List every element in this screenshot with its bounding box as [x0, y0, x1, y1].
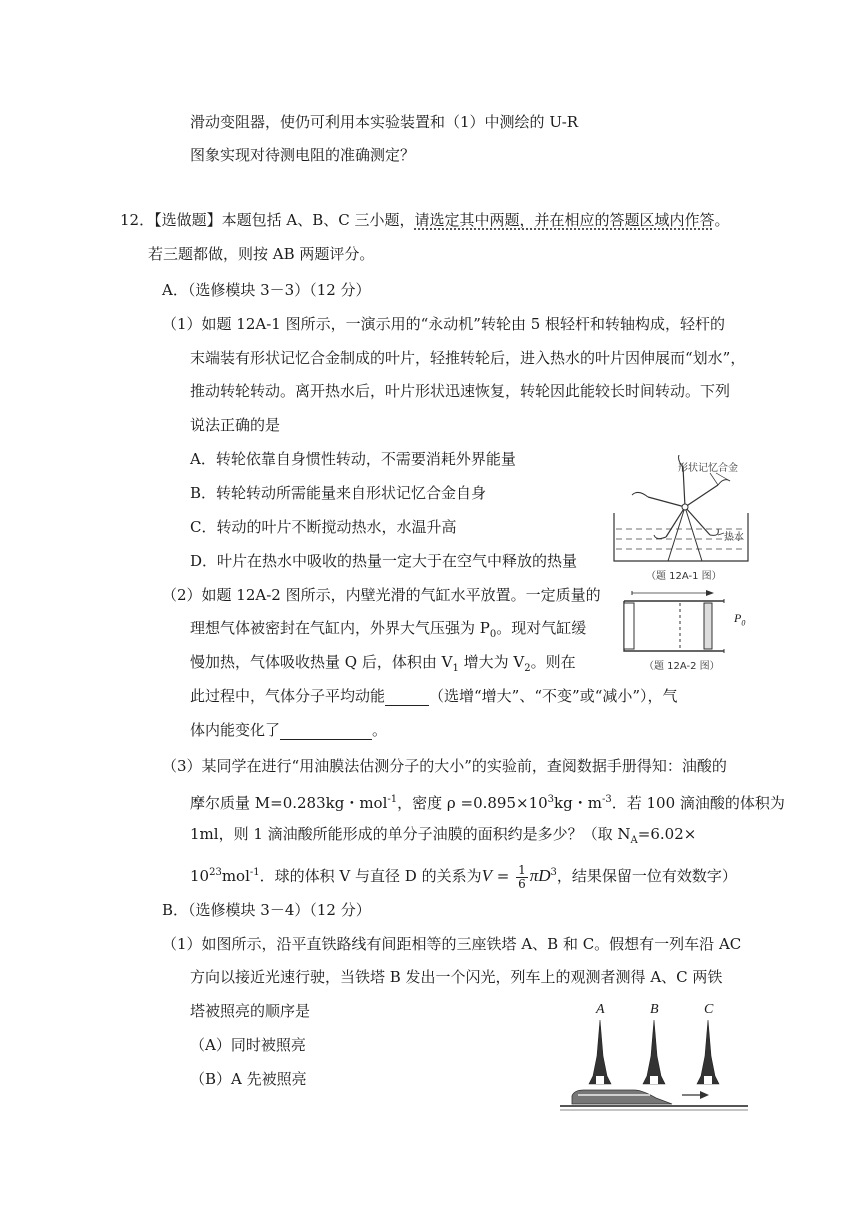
- answer-blank-internal-energy[interactable]: [280, 723, 372, 740]
- formula-numerator: 1: [518, 862, 526, 877]
- a3-l4-text: 10: [190, 867, 210, 885]
- a3-l4-text-c: ．球的体积 V 与直径 D 的关系为: [259, 867, 482, 885]
- question-text: 本题包括 A、B、C 三小题，: [221, 211, 415, 229]
- a3-l3-text-b: =6.02×: [637, 825, 697, 843]
- a2-line-1: （2）如题 12A-2 图所示，内壁光滑的气缸水平放置。一定质量的: [162, 586, 601, 604]
- a3-l4-sup1: 23: [209, 867, 222, 878]
- question-12-line-2: 若三题都做，则按 AB 两题评分。: [148, 245, 375, 263]
- a2-l3-text-b: 增大为 V: [458, 653, 525, 671]
- a3-l2-sup1: -1: [387, 794, 398, 805]
- figure-12a-2-caption: （题 12A-2 图）: [644, 661, 720, 672]
- figure-towers-train: [560, 998, 750, 1123]
- pressure-label-sub: 0: [741, 618, 746, 628]
- a2-l4-text-b: （选增“增大”、“不变”或“减小”），气: [429, 687, 678, 705]
- formula-eq: =: [491, 867, 515, 885]
- formula-denominator: 6: [518, 876, 526, 891]
- b1-line-3: 塔被照亮的顺序是: [190, 1002, 311, 1020]
- a2-l3-text: 慢加热，气体吸收热量 Q 后，体积由 V: [190, 653, 453, 671]
- hot-water-label: 热水: [724, 532, 744, 543]
- a3-l2-text-b: ，密度 ρ =0.895×10: [397, 794, 548, 812]
- formula-fraction: [516, 864, 528, 891]
- a3-l2-sup3: -3: [601, 794, 612, 805]
- a3-line-1: （3）某同学在进行“用油膜法估测分子的大小”的实验前，查阅数据手册得知：油酸的: [162, 757, 727, 775]
- a1-option-a: A．转轮依靠自身惯性转动，不需要消耗外界能量: [190, 450, 516, 468]
- pressure-label-main: P: [734, 611, 742, 625]
- a2-l5-text-b: 。: [372, 721, 388, 739]
- a1-option-d: D．叶片在热水中吸收的热量一定大于在空气中释放的热量: [190, 552, 578, 570]
- a2-line-2: [190, 618, 586, 645]
- figure-12a-2: [620, 587, 760, 673]
- formula-exponent: 3: [550, 867, 557, 878]
- a3-l3-sub: A: [630, 835, 638, 846]
- a3-l4-sup2: -1: [249, 867, 260, 878]
- a2-l2-text: 理想气体被密封在气缸内，外界大气压强为 P: [190, 619, 490, 637]
- a2-line-3: [190, 652, 576, 679]
- a3-l4-text-b: mol: [221, 867, 250, 885]
- a1-line-1: （1）如题 12A-1 图所示，一演示用的“永动机”转轮由 5 根轻杆和转轴构成，轻杆的: [162, 315, 726, 333]
- a2-l3-sub1: 1: [452, 663, 459, 674]
- a2-line-5: [190, 720, 387, 740]
- formula-v: V: [481, 866, 492, 885]
- a2-l3-sub2: 2: [524, 663, 531, 674]
- a3-l2-text-d: ．若 100 滴油酸的体积为: [611, 794, 785, 812]
- a3-l4-text-d: ，结果保留一位有效数字）: [556, 867, 737, 885]
- tower-label-a: A: [596, 1002, 605, 1017]
- a1-line-2: 末端装有形状记忆合金制成的叶片，轻推转轮后，进入热水的叶片因伸展而“划水”，: [190, 349, 746, 367]
- question-tag: 【选做题】: [154, 211, 222, 229]
- a3-line-3: [190, 824, 696, 851]
- a2-l3-text-c: 。则在: [530, 653, 576, 671]
- a2-l2-sub: 0: [489, 629, 497, 640]
- a3-l2-sup2: 3: [547, 794, 555, 805]
- pressure-label: [734, 611, 745, 627]
- a3-l3-text: 1ml，则 1 滴油酸所能形成的单分子油膜的面积约是多少？（取 N: [190, 825, 631, 843]
- a2-l5-text: 体内能变化了: [190, 721, 281, 739]
- intro-line-1: 滑动变阻器，使仍可利用本实验装置和（1）中测绘的 U-R: [190, 113, 579, 131]
- a2-l2-text-b: 。现对气缸缓: [496, 619, 587, 637]
- b1-option-b: （B）A 先被照亮: [190, 1070, 307, 1088]
- volume-formula: [481, 862, 557, 891]
- section-a-title: A．（选修模块 3－3）（12 分）: [162, 281, 371, 299]
- a1-option-c: C．转动的叶片不断搅动热水，水温升高: [190, 518, 457, 536]
- formula-pi-d: πD: [529, 866, 551, 885]
- tower-label-c: C: [704, 1002, 714, 1017]
- tower-label-b: B: [650, 1002, 659, 1017]
- b1-line-2: 方向以接近光速行驶，当铁塔 B 发出一个闪光，列车上的观测者测得 A、C 两铁: [190, 968, 723, 986]
- question-emphasis: 请选定其中两题，并在相应的答题区域内作答: [414, 211, 715, 229]
- a3-l2-text-c: kg・m: [554, 794, 602, 812]
- intro-line-2: 图象实现对待测电阻的准确测定？: [190, 146, 416, 164]
- a3-line-2: [190, 790, 785, 813]
- question-12-line-1: [120, 210, 730, 230]
- section-b-title: B．（选修模块 3－4）（12 分）: [162, 901, 371, 919]
- a3-line-4: [190, 859, 737, 891]
- a2-l4-text: 此过程中，气体分子平均动能: [190, 687, 386, 705]
- a1-line-3: 推动转轮转动。离开热水后，叶片形状迅速恢复，转轮因此能较长时间转动。下列: [190, 382, 731, 400]
- b1-option-a: （A）同时被照亮: [190, 1036, 306, 1054]
- figure-12a-1-caption: （题 12A-1 图）: [646, 571, 722, 582]
- a3-l2-text: 摩尔质量 M=0.283kg・mol: [190, 794, 388, 812]
- answer-blank-kinetic-energy[interactable]: [385, 689, 429, 706]
- a2-line-4: [190, 686, 678, 706]
- a1-option-b: B．转轮转动所需能量来自形状记忆合金自身: [190, 484, 487, 502]
- a1-line-4: 说法正确的是: [190, 416, 281, 434]
- figure-12a-1: [606, 455, 756, 585]
- b1-line-1: （1）如图所示，沿平直铁路线有间距相等的三座铁塔 A、B 和 C。假想有一列车沿 AC: [162, 935, 742, 953]
- alloy-label: 形状记忆合金: [678, 463, 738, 474]
- question-text-end: 。: [714, 211, 730, 229]
- wheel-diagram: [606, 455, 756, 585]
- question-number: 12．: [120, 211, 155, 229]
